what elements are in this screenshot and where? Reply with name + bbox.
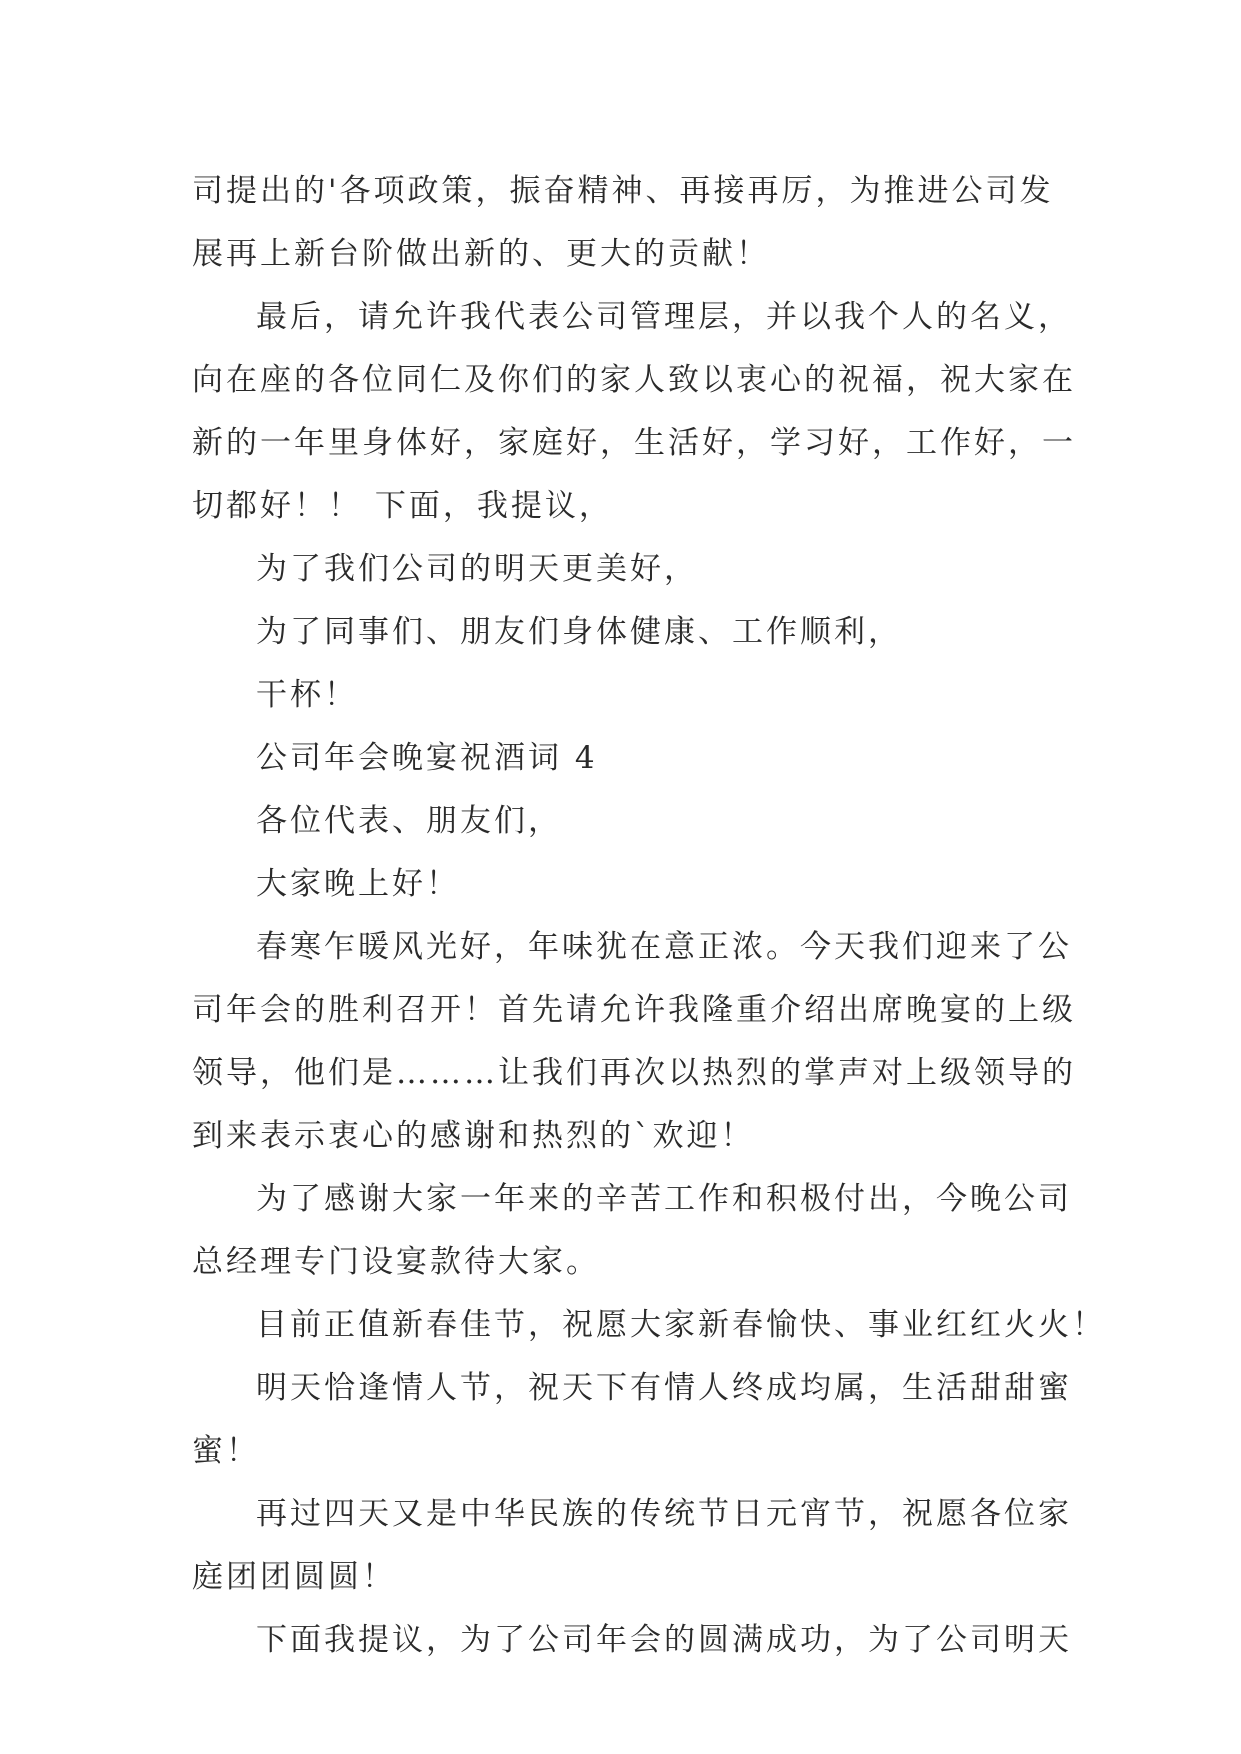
text-line: 为了我们公司的明天更美好， (256, 551, 698, 587)
text-line: 新的一年里身体好，家庭好，生活好，学习好，工作好，一 (192, 425, 1076, 461)
text-line: 大家晚上好！ (256, 866, 460, 902)
text-line: 春寒乍暖风光好，年味犹在意正浓。今天我们迎来了公 (256, 929, 1072, 965)
text-line: 向在座的各位同仁及你们的家人致以衷心的祝福，祝大家在 (192, 362, 1076, 398)
text-line: 领导，他们是………让我们再次以热烈的掌声对上级领导的 (192, 1055, 1076, 1091)
text-line: 下面我提议，为了公司年会的圆满成功，为了公司明天 (256, 1622, 1072, 1658)
text-line: 庭团团圆圆！ (192, 1559, 396, 1595)
text-line: 切都好！！ 下面，我提议， (192, 488, 613, 524)
document-body (192, 160, 1106, 1672)
text-line: 司提出的'各项政策，振奋精神、再接再厉，为推进公司发 (192, 173, 1054, 209)
text-line: 总经理专门设宴款待大家。 (192, 1244, 600, 1280)
text-line: 明天恰逢情人节，祝天下有情人终成均属，生活甜甜蜜 (256, 1370, 1072, 1406)
text-line: 到来表示衷心的感谢和热烈的`欢迎！ (192, 1118, 755, 1154)
text-line: 为了感谢大家一年来的辛苦工作和积极付出，今晚公司 (256, 1181, 1072, 1217)
text-line: 为了同事们、朋友们身体健康、工作顺利， (256, 614, 902, 650)
text-line: 再过四天又是中华民族的传统节日元宵节，祝愿各位家 (256, 1496, 1072, 1532)
text-line: 司年会的胜利召开！首先请允许我隆重介绍出席晚宴的上级 (192, 992, 1076, 1028)
text-line: 干杯！ (256, 677, 358, 713)
text-line: 公司年会晚宴祝酒词 4 (256, 740, 598, 776)
text-line: 目前正值新春佳节，祝愿大家新春愉快、事业红红火火！ (256, 1307, 1106, 1343)
text-line: 各位代表、朋友们， (256, 803, 562, 839)
text-line: 蜜！ (192, 1433, 260, 1469)
text-line: 展再上新台阶做出新的、更大的贡献！ (192, 236, 770, 272)
text-line: 最后，请允许我代表公司管理层，并以我个人的名义， (256, 299, 1072, 335)
